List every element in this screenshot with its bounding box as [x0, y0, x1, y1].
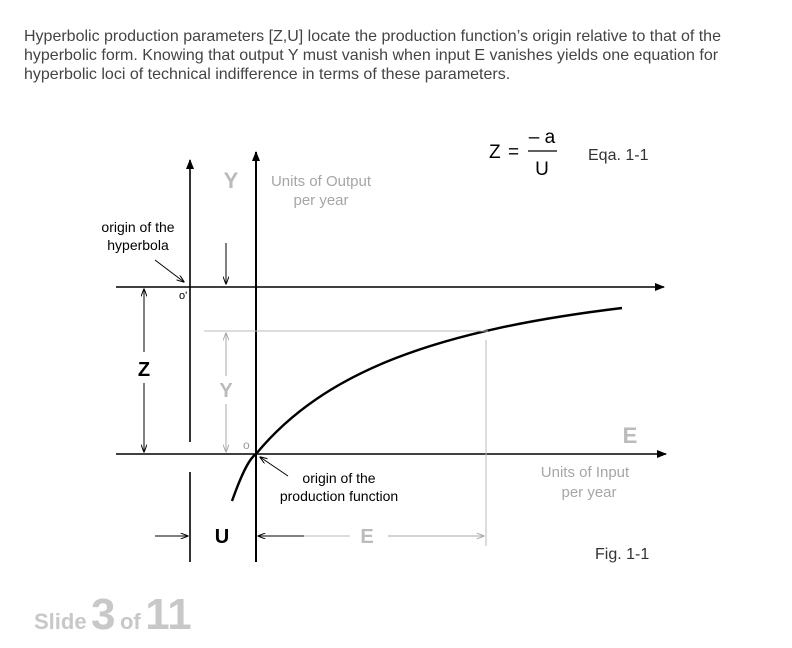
z-label: Z	[137, 359, 151, 381]
intro-paragraph: Hyperbolic production parameters [Z,U] locate the production function’s origin relative to that of the hyperbolic form. Knowing that output Y must vanish when input E vanishes yields one equation for hyperbolic loci of technical indifference in terms of these parameters.	[24, 28, 721, 83]
pf-origin-mark: o	[243, 438, 250, 452]
hyperbola-origin-pointer	[155, 260, 184, 282]
equation-equals-sign: =	[508, 142, 520, 163]
figure-label: Fig. 1-1	[595, 546, 650, 563]
u-label: U	[214, 526, 230, 548]
slide-of-word: of	[119, 609, 141, 634]
e-axis-letter: E	[622, 423, 638, 448]
equation-denominator: U	[535, 159, 549, 180]
e-axis-units-line1: Units of Input	[540, 464, 630, 481]
pf-origin-pointer	[260, 457, 288, 476]
y-axis-units-line2: per year	[293, 192, 349, 209]
equation-label: Eqa. 1-1	[588, 147, 649, 164]
y-axis-letter: Y	[223, 168, 239, 193]
slide-counter	[34, 590, 192, 640]
y-inner-label: Y	[219, 380, 233, 402]
hyperbola-origin-label-line2: hyperbola	[107, 237, 169, 253]
hyperbola-origin-label-line1: origin of the	[101, 219, 175, 235]
equation-lhs: Z	[489, 142, 501, 163]
e-axis-units-line2: per year	[561, 484, 617, 501]
y-axis-units-line1: Units of Output	[270, 173, 372, 190]
pf-origin-label-line1: origin of the	[302, 470, 376, 486]
slide-total-number: 11	[145, 590, 192, 639]
e-inner-label: E	[360, 526, 374, 548]
hyperbola-origin-mark: o'	[179, 290, 188, 302]
pf-origin-label-line2: production function	[279, 488, 399, 504]
slide-current-number: 3	[91, 590, 116, 639]
equation-1-1	[489, 127, 649, 180]
equation-numerator: – a	[528, 127, 556, 148]
slide-word: Slide	[34, 609, 87, 634]
